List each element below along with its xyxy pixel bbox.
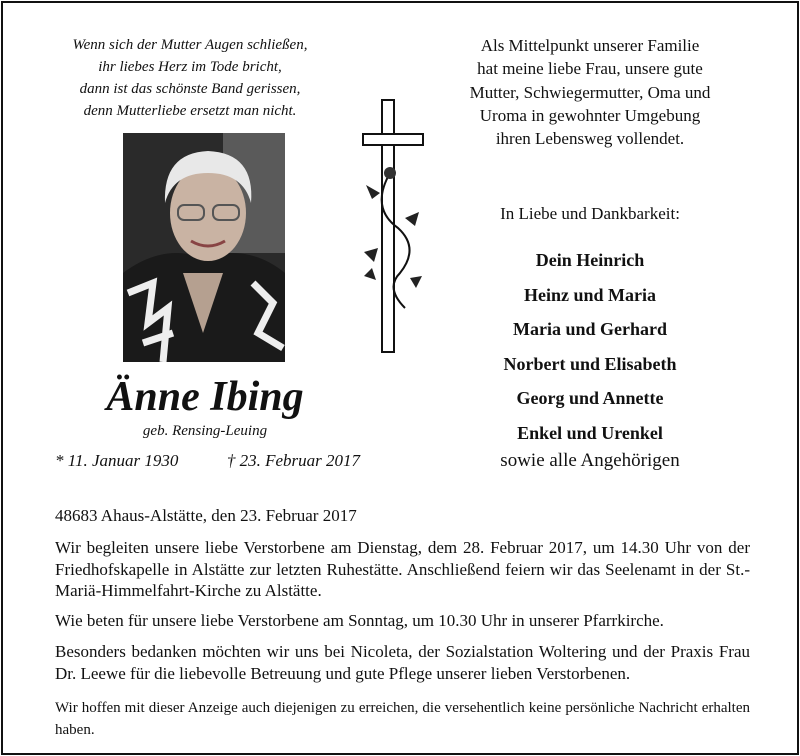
poem-line: denn Mutterliebe ersetzt man nicht. (83, 103, 297, 119)
intro-line: ihren Lebensweg vollendet. (495, 129, 685, 149)
cross-with-rose-icon (360, 98, 426, 356)
intro-line: Als Mittelpunkt unserer Familie (480, 36, 700, 55)
life-dates (55, 451, 360, 471)
birth-name: geb. Rensing-Leuing (142, 423, 268, 439)
thanks-paragraph: Besonders bedanken möchten wir uns bei Nicoleta, der Sozialstation Woltering und der Praxis Frau Dr. Leewe für die liebevolle Betreuung und gute Pflege unserer lieben Verstorbenen. (55, 642, 750, 683)
other-relatives: sowie alle Angehörigen (500, 450, 680, 471)
mourner: Norbert und Elisabeth (503, 353, 677, 374)
intro-line: hat meine liebe Frau, unsere gute (477, 59, 703, 79)
poem-line: Wenn sich der Mutter Augen schließen, (72, 37, 308, 53)
birth-date: * 11. Januar 1930 (55, 451, 179, 470)
mourner: Dein Heinrich (535, 250, 645, 270)
mass-paragraph: Wie beten für unsere liebe Verstorbene am Sonntag, um 10.30 Uhr in unserer Pfarrkirche. (55, 611, 664, 630)
intro-line: Uroma in gewohnter Umgebung (479, 105, 701, 125)
mourner: Enkel und Urenkel (517, 422, 663, 443)
deceased-name: Änne Ibing (106, 374, 304, 420)
funeral-paragraph: Wir begleiten unsere liebe Verstorbene am Dienstag, dem 28. Februar 2017, um 14.30 Uhr von der Friedhofskapelle in Alstätte zur letzten Ruhestätte. Anschließend feiern wir das Seelenamt in der St.-Mariä-Himmelfahrt-Kirche zu Alstätte. (55, 538, 750, 601)
intro-line: Mutter, Schwiegermutter, Oma und (469, 82, 711, 102)
thanks-heading: In Liebe und Dankbarkeit: (500, 204, 680, 223)
mourner: Maria und Gerhard (512, 319, 667, 340)
mourner: Georg und Annette (516, 388, 664, 409)
poem-line: dann ist das schönste Band gerissen, (79, 81, 301, 97)
memorial-poem (40, 34, 340, 122)
death-date: † 23. Februar 2017 (226, 451, 360, 470)
mourners-list (440, 243, 740, 451)
mourner: Heinz und Maria (523, 284, 656, 305)
poem-line: ihr liebes Herz im Tode bricht, (98, 59, 282, 75)
place-date: 48683 Ahaus-Alstätte, den 23. Februar 2017 (55, 506, 357, 525)
intro-text (440, 34, 740, 150)
portrait-photo (123, 133, 285, 362)
notice-paragraph: Wir hoffen mit dieser Anzeige auch diejenigen zu erreichen, die versehentlich keine persönliche Nachricht erhalten haben. (55, 700, 750, 738)
